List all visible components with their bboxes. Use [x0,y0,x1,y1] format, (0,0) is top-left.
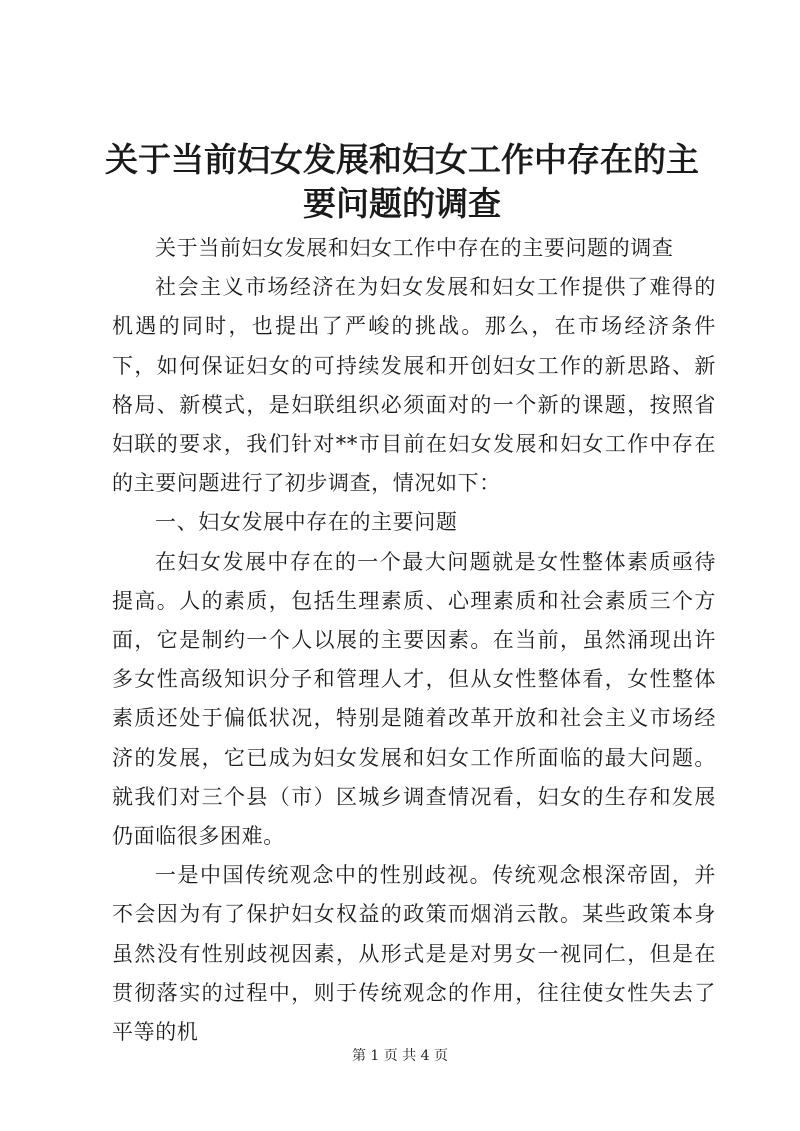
body-paragraph-subtitle: 关于当前妇女发展和妇女工作中存在的主要问题的调查 [155,236,674,260]
body-paragraph-quality: 在妇女发展中存在的一个最大问题就是女性整体素质亟待提高。人的素质，包括生理素质、心理素质和社会素质三个方面，它是制约一个人以展的主要因素。在当前，虽然涌现出许多女性高级知识分子和管理人才，但从女性整体看，女性整体素质还处于偏低状况，特别是随着改革开放和社会主义市场经济的发展，它已成为妇女发展和妇女工作所面临的最大问题。就我们对三个县（市）区城乡调查情况看，妇女的生存和发展仍面临很多困难。 [112,549,716,849]
body-paragraph-tradition: 一是中国传统观念中的性别歧视。传统观念根深帝固，并不会因为有了保护妇女权益的政策而烟消云散。某些政策本身虽然没有性别歧视因素，从形式是是对男女一视同仁，但是在贯彻落实的过程中，则于传统观念的作用，往往使女性失去了平等的机 [112,863,716,1045]
page-footer: 第 1 页 共 4 页 [351,1048,449,1064]
document-body [112,229,716,1052]
body-paragraph-intro: 社会主义市场经济在为妇女发展和妇女工作提供了难得的机遇的同时，也提出了严峻的挑战。那么，在市场经济条件下，如何保证妇女的可持续发展和开创妇女工作的新思路、新格局、新模式，是妇联组织必须面对的一个新的课题，按照省妇联的要求，我们针对**市目前在妇女发展和妇女工作中存在的主要问题进行了初步调查，情况如下： [112,275,716,496]
section-heading-1: 一、妇女发展中存在的主要问题 [155,510,458,535]
document-title: 关于当前妇女发展和妇女工作中存在的主要问题的调查 [105,140,699,223]
